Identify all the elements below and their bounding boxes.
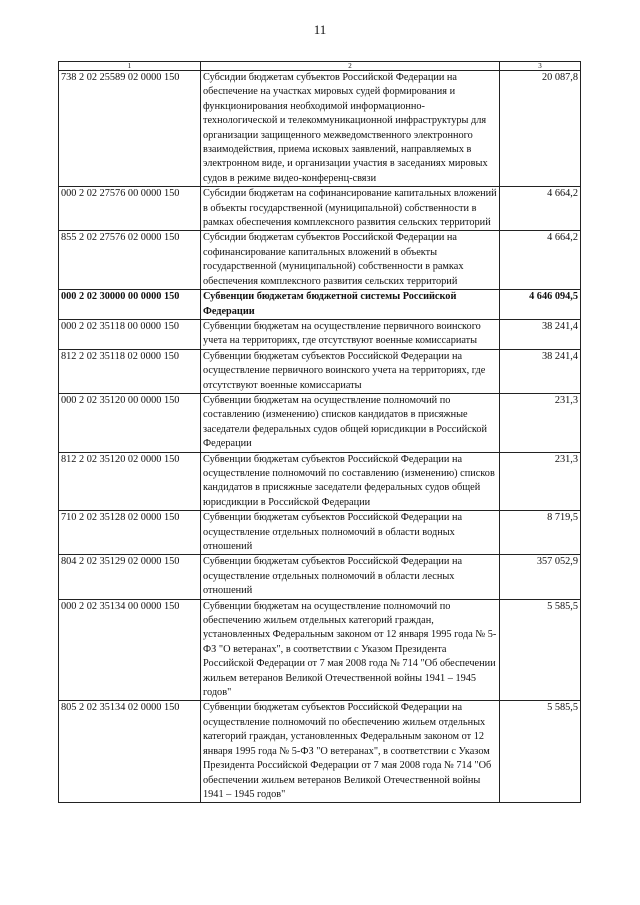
budget-code-cell: 000 2 02 30000 00 0000 150 (59, 290, 201, 320)
table-row (59, 231, 581, 290)
budget-code-cell: 738 2 02 25589 02 0000 150 (59, 71, 201, 187)
table-row (59, 71, 581, 187)
amount-cell: 4 646 094,5 (500, 290, 581, 320)
table-body (59, 71, 581, 803)
budget-code-cell: 805 2 02 35134 02 0000 150 (59, 701, 201, 803)
page-number: 11 (313, 22, 327, 37)
amount-cell: 38 241,4 (500, 349, 581, 393)
amount-cell: 4 664,2 (500, 187, 581, 231)
budget-code-cell: 855 2 02 27576 02 0000 150 (59, 231, 201, 290)
description-cell: Субвенции бюджетам субъектов Российской Федерации на осуществление первичного воинского учета на территориях, где отсутствуют военные комиссариаты (201, 349, 500, 393)
column-header-code: 1 (59, 62, 201, 71)
table-row (59, 555, 581, 599)
description-cell: Субсидии бюджетам субъектов Российской Федерации на софинансирование капитальных вложений в объекты государственной (муниципальной) собственности в рамках обеспечения комплексного развития сельских территорий (201, 231, 500, 290)
description-cell: Субвенции бюджетам на осуществление полномочий по обеспечению жильем отдельных категорий граждан, установленных Федеральным законом от 12 января 1995 года № 5-ФЗ "О ветеранах", в соответствии с Указом Президента Российской Федерации от 7 мая 2008 года № 714 "Об обеспечении жильем ветеранов Великой Отечественной войны 1941 – 1945 годов" (201, 599, 500, 701)
description-cell: Субвенции бюджетам субъектов Российской Федерации на осуществление отдельных полномочий в области водных отношений (201, 511, 500, 555)
budget-table (58, 61, 581, 803)
amount-cell: 8 719,5 (500, 511, 581, 555)
description-cell: Субсидии бюджетам субъектов Российской Федерации на обеспечение на участках мировых судей формирования и функционирования необходимой информационно-технологической и телекоммуникационной инфраструктуры для организации защищенного межведомственного электронного взаимодействия, приема исковых заявлений, направляемых в электронном виде, и организации участия в заседаниях мировых судов в режиме видео-конференц-связи (201, 71, 500, 187)
table-row (59, 511, 581, 555)
amount-cell: 231,3 (500, 452, 581, 511)
table-header-row (59, 62, 581, 71)
amount-cell: 5 585,5 (500, 701, 581, 803)
amount-cell: 357 052,9 (500, 555, 581, 599)
description-cell: Субвенции бюджетам субъектов Российской Федерации на осуществление полномочий по составлению (изменению) списков кандидатов в присяжные заседатели федеральных судов общей юрисдикции в Российской Федерации (201, 452, 500, 511)
table-row (59, 349, 581, 393)
amount-cell: 231,3 (500, 393, 581, 452)
column-header-name: 2 (201, 62, 500, 71)
budget-code-cell: 000 2 02 35118 00 0000 150 (59, 319, 201, 349)
amount-cell: 38 241,4 (500, 319, 581, 349)
table-row (59, 187, 581, 231)
description-cell: Субсидии бюджетам на софинансирование капитальных вложений в объекты государственной (муниципальной) собственности в рамках обеспечения комплексного развития сельских территорий (201, 187, 500, 231)
table-row (59, 290, 581, 320)
description-cell: Субвенции бюджетам субъектов Российской Федерации на осуществление отдельных полномочий в области лесных отношений (201, 555, 500, 599)
budget-code-cell: 000 2 02 35120 00 0000 150 (59, 393, 201, 452)
table-row (59, 599, 581, 701)
description-cell: Субвенции бюджетам на осуществление первичного воинского учета на территориях, где отсутствуют военные комиссариаты (201, 319, 500, 349)
table-row (59, 452, 581, 511)
table-row (59, 393, 581, 452)
column-header-amount: 3 (500, 62, 581, 71)
amount-cell: 20 087,8 (500, 71, 581, 187)
description-cell: Субвенции бюджетам бюджетной системы Российской Федерации (201, 290, 500, 320)
amount-cell: 5 585,5 (500, 599, 581, 701)
budget-code-cell: 812 2 02 35118 02 0000 150 (59, 349, 201, 393)
description-cell: Субвенции бюджетам на осуществление полномочий по составлению (изменению) списков кандидатов в присяжные заседатели федеральных судов общей юрисдикции в Российской Федерации (201, 393, 500, 452)
budget-code-cell: 000 2 02 35134 00 0000 150 (59, 599, 201, 701)
amount-cell: 4 664,2 (500, 231, 581, 290)
budget-code-cell: 812 2 02 35120 02 0000 150 (59, 452, 201, 511)
table-row (59, 319, 581, 349)
budget-code-cell: 000 2 02 27576 00 0000 150 (59, 187, 201, 231)
table-row (59, 701, 581, 803)
description-cell: Субвенции бюджетам субъектов Российской Федерации на осуществление полномочий по обеспечению жильем отдельных категорий граждан, установленных Федеральным законом от 12 января 1995 года № 5-ФЗ "О ветеранах", в соответствии с Указом Президента Российской Федерации от 7 мая 2008 года № 714 "Об обеспечении жильем ветеранов Великой Отечественной войны 1941 – 1945 годов" (201, 701, 500, 803)
budget-code-cell: 804 2 02 35129 02 0000 150 (59, 555, 201, 599)
budget-code-cell: 710 2 02 35128 02 0000 150 (59, 511, 201, 555)
